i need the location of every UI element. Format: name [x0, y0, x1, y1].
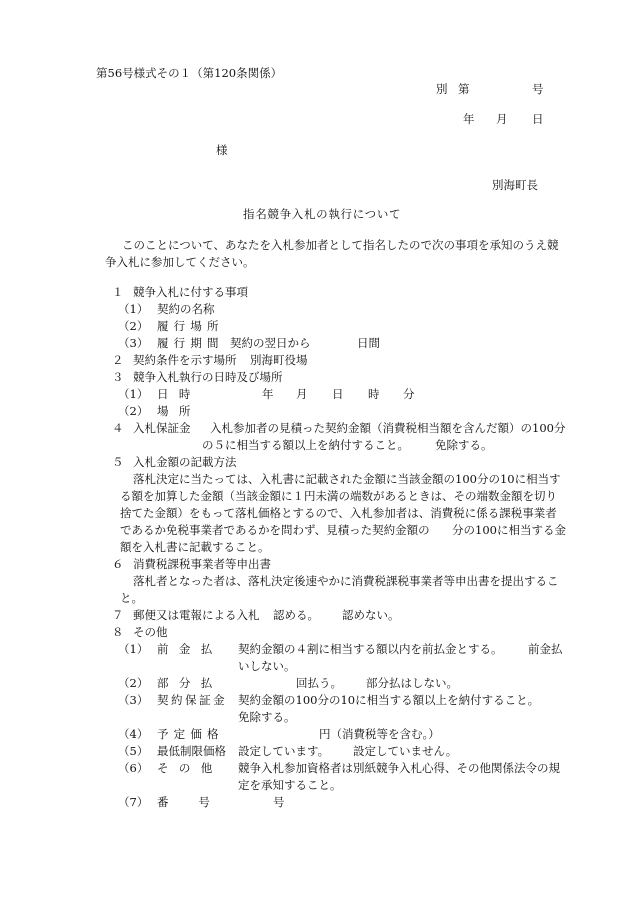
section-8-item-6-line-2: 定を承知すること。 [238, 778, 342, 792]
section-1-item-3-number: （3） [118, 336, 149, 350]
section-6-number: ６ [112, 557, 124, 571]
section-1-item-1-label: 契約の名称 [157, 302, 215, 316]
section-8-item-5-option-1: 設定しています。 [238, 744, 330, 758]
date-month: 月 [496, 112, 508, 126]
doc-number-suffix: 号 [532, 82, 544, 96]
section-4-number: ４ [112, 421, 124, 435]
section-8-item-3-number: （3） [118, 693, 149, 707]
section-8-item-5-label: 最低制限価格 [157, 744, 226, 758]
date-year: 年 [463, 112, 475, 126]
section-3-year: 年 [262, 387, 274, 401]
section-2-number: ２ [112, 353, 124, 367]
section-8-item-2-option-2: 部分払はしない。 [366, 676, 458, 690]
section-8-item-1-number: （1） [118, 642, 149, 656]
section-3-hour: 時 [368, 387, 380, 401]
section-8-item-1-line-1b: 前金払 [528, 642, 563, 656]
section-5-line-5: 額を入札書に記載すること。 [120, 540, 270, 554]
section-5-line-2: る額を加算した金額（当該金額に１円未満の端数があるときは、その端数金額を切り [120, 489, 557, 503]
section-8-item-7-label: 番号 [157, 795, 240, 809]
section-8-item-2-option-1: 回払う。 [296, 676, 342, 690]
intro-line-1: このことについて、あなたを入札参加者として指名したので次の事項を承知のうえ競 [122, 238, 559, 252]
section-8-item-7-unit: 号 [273, 795, 285, 809]
section-8-item-6-number: （6） [118, 761, 149, 775]
section-8-item-2-label: 部分払 [157, 676, 223, 690]
section-3-number: ３ [112, 370, 124, 384]
section-8-item-6-label: その他 [157, 761, 223, 775]
section-8-item-6-line-1: 競争入札参加資格者は別紙競争入札心得、その他関係法令の規 [238, 761, 560, 775]
section-1-number: １ [112, 285, 124, 299]
section-4-exempt: 免除する。 [435, 438, 493, 452]
intro-line-2: 争入札に参加してください。 [105, 255, 255, 269]
addressee-suffix: 様 [216, 143, 228, 157]
section-5-line-4a: であるか免税事業者であるかを問わず、見積った契約金額の [120, 523, 430, 537]
section-3-month: 月 [296, 387, 308, 401]
section-6-line-2: と。 [120, 591, 143, 605]
section-3-day: 日 [332, 387, 344, 401]
section-1-item-2-label: 履行場所 [157, 319, 224, 333]
form-number: 第56号様式その１（第120条関係） [96, 66, 283, 80]
section-5-line-4b: 分の100に相当する金 [452, 523, 566, 537]
section-8-item-1-line-1a: 契約金額の４割に相当する額以内を前払金とする。 [238, 642, 503, 656]
section-7-label: 郵便又は電報による入札 [133, 608, 260, 622]
section-8-item-3-line-1: 契約金額の100分の10に相当する額以上を納付すること。 [238, 693, 540, 707]
section-8-item-4-text: 円（消費税等を含む。） [319, 727, 440, 741]
section-7-option-deny: 認めない。 [342, 608, 400, 622]
section-8-item-4-number: （4） [118, 727, 149, 741]
date-day: 日 [532, 112, 544, 126]
section-4-line-1: 入札参加者の見積った契約金額（消費税相当額を含んだ額）の100分 [210, 421, 566, 435]
section-1-item-2-number: （2） [118, 319, 149, 333]
doc-number-prefix: 別 [436, 82, 448, 96]
section-2-value: 別海町役場 [250, 353, 308, 367]
section-8-item-1-line-2: いしない。 [238, 659, 296, 673]
section-7-number: ７ [112, 608, 124, 622]
section-4-label: 入札保証金 [133, 421, 191, 435]
section-8-item-1-label: 前金払 [157, 642, 223, 656]
section-3-item-2-label: 場所 [157, 404, 201, 418]
section-5-line-1: 落札決定に当たっては、入札書に記載された金額に当該金額の100分の10に相当す [133, 472, 561, 486]
section-3-item-1-number: （1） [118, 387, 149, 401]
section-5-line-3: 捨てた金額）をもって落札価格とするので、入札参加者は、消費税に係る課税事業者 [120, 506, 557, 520]
document-title: 指名競争入札の執行について [243, 207, 402, 221]
section-1-label: 競争入札に付する事項 [133, 285, 248, 299]
section-1-item-1-number: （1） [118, 302, 149, 316]
section-3-minute: 分 [403, 387, 415, 401]
section-2-label: 契約条件を示す場所 [133, 353, 237, 367]
section-8-item-3-line-2: 免除する。 [238, 710, 296, 724]
section-3-label: 競争入札執行の日時及び場所 [133, 370, 283, 384]
section-3-item-1-label: 日時 [157, 387, 201, 401]
section-8-item-5-option-2: 設定していません。 [353, 744, 458, 758]
section-8-item-2-number: （2） [118, 676, 149, 690]
section-6-label: 消費税課税事業者等申出書 [133, 557, 271, 571]
section-3-item-2-number: （2） [118, 404, 149, 418]
doc-number-label: 第 [458, 82, 470, 96]
section-5-label: 入札金額の記載方法 [133, 455, 237, 469]
sender-name: 別海町長 [492, 178, 538, 192]
section-7-option-allow: 認める。 [273, 608, 319, 622]
section-1-item-3-unit: 日間 [357, 336, 380, 350]
section-8-item-3-label: 契約保証金 [157, 693, 228, 707]
section-8-item-7-number: （7） [118, 795, 149, 809]
section-4-line-2: の５に相当する額以上を納付すること。 [202, 438, 409, 452]
section-8-item-4-label: 予定価格 [157, 727, 224, 741]
section-6-line-1: 落札者となった者は、落札決定後速やかに消費税課税事業者等申出書を提出するこ [133, 574, 559, 588]
section-1-item-3-text: 契約の翌日から [230, 336, 311, 350]
section-8-item-5-number: （5） [118, 744, 149, 758]
section-8-label: その他 [133, 625, 168, 639]
section-1-item-3-label: 履行期間 [157, 336, 224, 350]
section-8-number: ８ [112, 625, 124, 639]
section-5-number: ５ [112, 455, 124, 469]
